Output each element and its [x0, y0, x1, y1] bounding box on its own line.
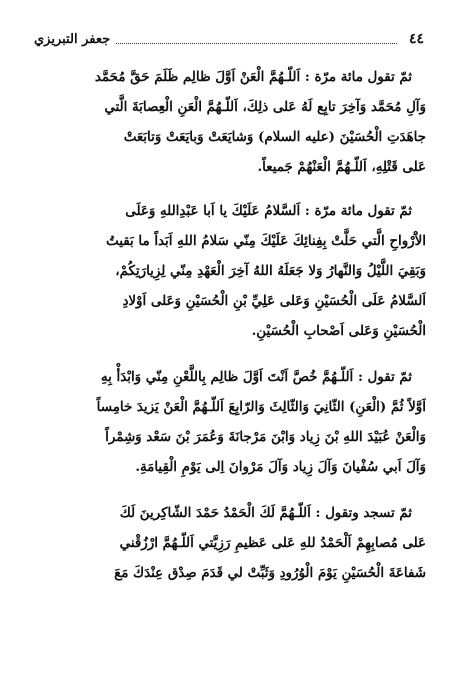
paragraph-line: وَبَقِيَ اللَّيْلُ وَالنَّهارُ وَلا جَعَلَهُ اللهُ آخِرَ الْعَهْدِ مِنّي لِزِيارَتِكُمْ، — [115, 263, 426, 279]
paragraph-curse-hundred-times — [30, 62, 426, 182]
paragraph-line: اَلسَّلامُ عَلَى الْحُسَيْنِ وَعَلى عَلِيِّ بْنِ الْحُسَيْنِ وَعَلى اَوْلادِ — [122, 293, 426, 309]
body-text — [30, 62, 426, 606]
running-header — [34, 28, 424, 50]
paragraph-line: وَالْعَنْ عُبَيْدَ اللهِ بْنَ زِياد وَابْنَ مَرْجانَةَ وَعُمَرَ بْنَ سَعْد وَشِمْراً — [105, 429, 426, 445]
paragraph-line: اَوَّلاً ثُمَّ (الْعَنِ) الثّانِيَ وَالثّالِثَ وَالرّابِعَ اَللّـهُمَّ الْعَنْ يَزيدَ خامِساً — [96, 399, 426, 415]
paragraph-salam-hundred-times — [30, 196, 426, 346]
paragraph-line: وَآلِ مُحَمَّد وَآخِرَ تابِع لَهُ عَلى ذلِكَ، اَللّـهُمَّ الْعَنِ الْعِصابَةَ الَّتي — [104, 99, 426, 115]
running-header-author: جعفر التبريزي — [34, 31, 111, 47]
header-dotted-leader — [116, 43, 397, 44]
paragraph-prostration — [30, 498, 426, 588]
paragraph-line: ثمّ تقول مائة مرّة : اَلسَّلامُ عَلَيْكَ يا اَبا عَبْدِاللهِ وَعَلَى — [125, 203, 412, 219]
paragraph-specific-curse — [30, 362, 426, 482]
paragraph-line: ثمّ تسجد وتقول : اَللّـهُمَّ لَكَ الْحَمْدُ حَمْدَ الشّاكِرينَ لَكَ — [119, 505, 412, 521]
paragraph-line: ثمّ تقول : اَللّـهُمَّ خُصَّ اَنْتَ اَوَّلَ ظالِم بِاللَّعْنِ مِنّي وَابْدَأْ بِهِ — [100, 369, 412, 385]
paragraph-line: شَفاعَةَ الْحُسَيْنِ يَوْمَ الْوُرُودِ وَثَبِّتْ لي قَدَمَ صِدْق عِنْدَكَ مَعَ — [114, 565, 426, 581]
paragraph-line: الاَْرْواحِ الَّتي حَلَّتْ بِفِنائِكَ عَلَيْكَ مِنّي سَلامُ اللهِ اَبَداً ما بَقيتُ — [106, 233, 426, 249]
paragraph-line: عَلى مُصابِهِمْ اَلْحَمْدُ للهِ عَلى عَظيمِ رَزِيَّتي اَللّـهُمَّ ارْزُقْني — [119, 535, 426, 551]
paragraph-line: عَلى قَتْلِهِ، اَللّـهُمَّ الْعَنْهُمْ جَميعاً. — [257, 159, 426, 175]
paragraph-line: الْحُسَيْنِ وَعَلى اَصْحابِ الْحُسَيْنِ. — [251, 323, 426, 339]
paragraph-line: جاهَدَتِ الْحُسَيْنَ (عليه السلام) وَشايَعَتْ وَبايَعَتْ وَتابَعَتْ — [123, 129, 426, 145]
page-number: ٤٤ — [408, 31, 424, 47]
paragraph-line: وَآلَ اَبي سُفْيانَ وَآلَ زِياد وَآلَ مَرْوانَ اِلى يَوْمِ الْقِيامَةِ. — [135, 459, 426, 475]
paragraph-line: ثمّ تقول مائة مرّة : اَللّـهُمَّ الْعَنْ اَوَّلَ ظالِم ظَلَمَ حَقَّ مُحَمَّد — [94, 69, 412, 85]
